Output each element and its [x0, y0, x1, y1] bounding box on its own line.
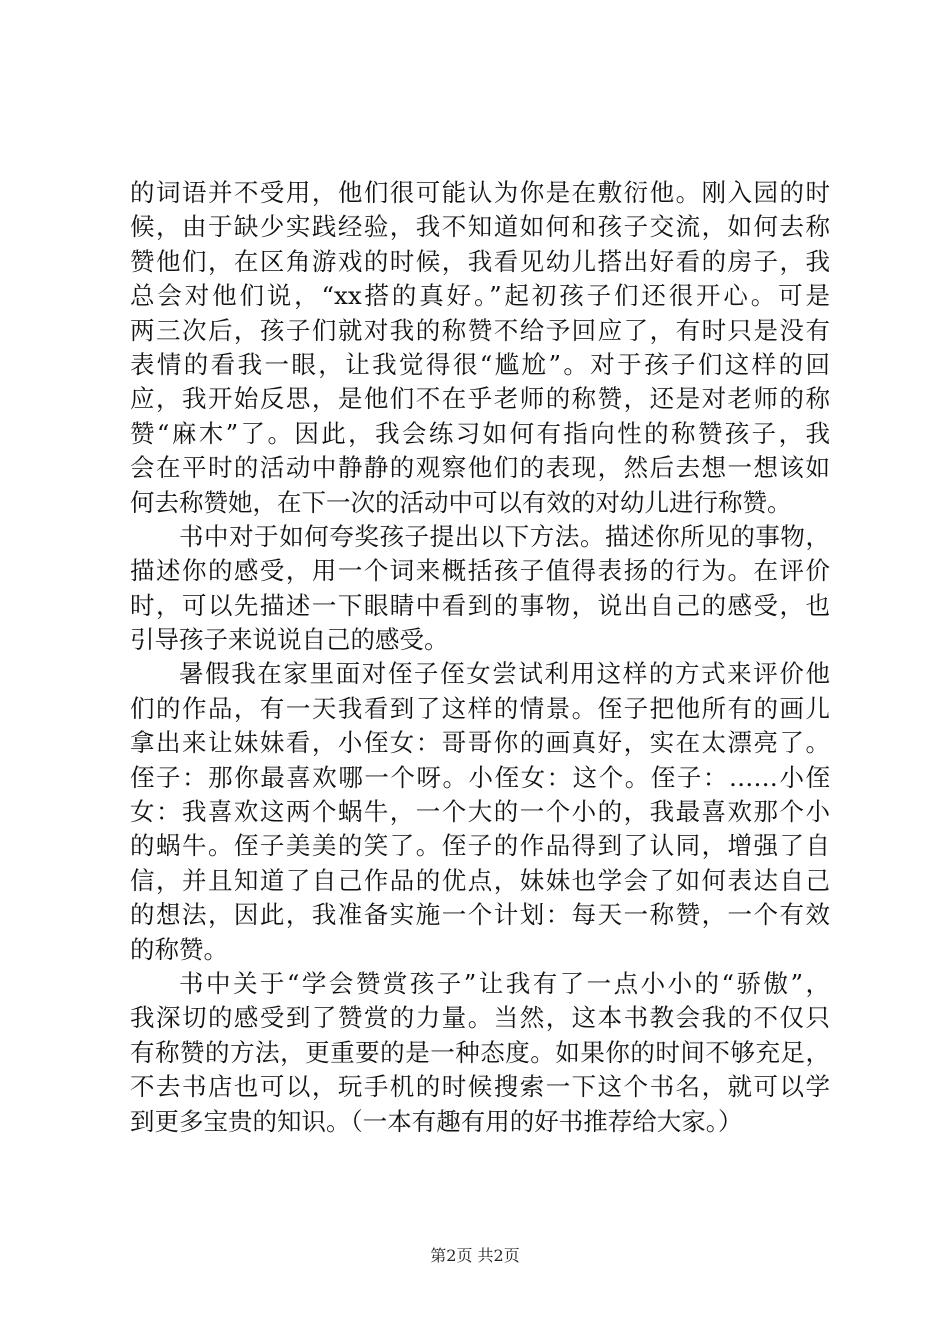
- text-line: 时，可以先描述一下眼睛中看到的事物，说出自己的感受，也: [130, 590, 830, 620]
- text-line: 不去书店也可以，玩手机的时候搜索一下这个书名，就可以学: [130, 1072, 830, 1102]
- text-line: 的想法，因此，我准备实施一个计划：每天一称赞，一个有效: [130, 900, 830, 930]
- text-line: 赞他们，在区角游戏的时候，我看见幼儿搭出好看的房子，我: [130, 246, 830, 276]
- text-line: 女：我喜欢这两个蜗牛，一个大的一个小的，我最喜欢那个小: [130, 797, 830, 827]
- text-line: 何去称赞她，在下一次的活动中可以有效的对幼儿进行称赞。: [130, 487, 792, 517]
- paragraph-3: [130, 657, 830, 967]
- text-line: 暑假我在家里面对侄子侄女尝试利用这样的方式来评价他: [179, 659, 830, 689]
- text-line: 书中关于“学会赞赏孩子”让我有了一点小小的“骄傲”，: [179, 968, 830, 998]
- text-line: 们的作品，有一天我看到了这样的情景。侄子把他所有的画儿: [130, 693, 830, 723]
- text-line: 候，由于缺少实践经验，我不知道如何和孩子交流，如何去称: [130, 212, 830, 242]
- text-line: 有称赞的方法，更重要的是一种态度。如果你的时间不够充足，: [130, 1037, 830, 1067]
- text-line: 两三次后，孩子们就对我的称赞不给予回应了，有时只是没有: [130, 315, 830, 345]
- text-line: 信，并且知道了自己作品的优点，妹妹也学会了如何表达自己: [130, 865, 830, 895]
- text-line: 应，我开始反思，是他们不在乎老师的称赞，还是对老师的称: [130, 384, 830, 414]
- text-line: 书中对于如何夸奖孩子提出以下方法。描述你所见的事物，: [179, 521, 830, 551]
- text-line: 总会对他们说，“xx搭的真好。”起初孩子们还很开心。可是: [130, 281, 830, 311]
- text-line: 会在平时的活动中静静的观察他们的表现，然后去想一想该如: [130, 453, 830, 483]
- text-line: 赞“麻木”了。因此，我会练习如何有指向性的称赞孩子，我: [130, 418, 830, 448]
- document-body: [130, 176, 830, 1139]
- paragraph-2: [130, 520, 830, 658]
- text-line: 侄子：那你最喜欢哪一个呀。小侄女：这个。侄子：……小侄: [130, 762, 830, 792]
- text-line: 引导孩子来说说自己的感受。: [130, 625, 449, 655]
- text-line: 的称赞。: [130, 934, 228, 964]
- text-line: 的词语并不受用，他们很可能认为你是在敷衍他。刚入园的时: [130, 178, 830, 207]
- page-footer: 第2页 共2页: [430, 1246, 520, 1265]
- text-line: 表情的看我一眼，让我觉得很“尴尬”。对于孩子们这样的回: [130, 349, 830, 379]
- text-line: 到更多宝贵的知识。（一本有趣有用的好书推荐给大家。）: [130, 1106, 743, 1136]
- text-line: 我深切的感受到了赞赏的力量。当然，这本书教会我的不仅只: [130, 1003, 830, 1033]
- text-line: 拿出来让妹妹看，小侄女：哥哥你的画真好，实在太漂亮了。: [130, 728, 830, 758]
- text-line: 描述你的感受，用一个词来概括孩子值得表扬的行为。在评价: [130, 556, 830, 586]
- paragraph-1: [130, 176, 830, 520]
- paragraph-4: [130, 967, 830, 1139]
- text-line: 的蜗牛。侄子美美的笑了。侄子的作品得到了认同，增强了自: [130, 831, 830, 861]
